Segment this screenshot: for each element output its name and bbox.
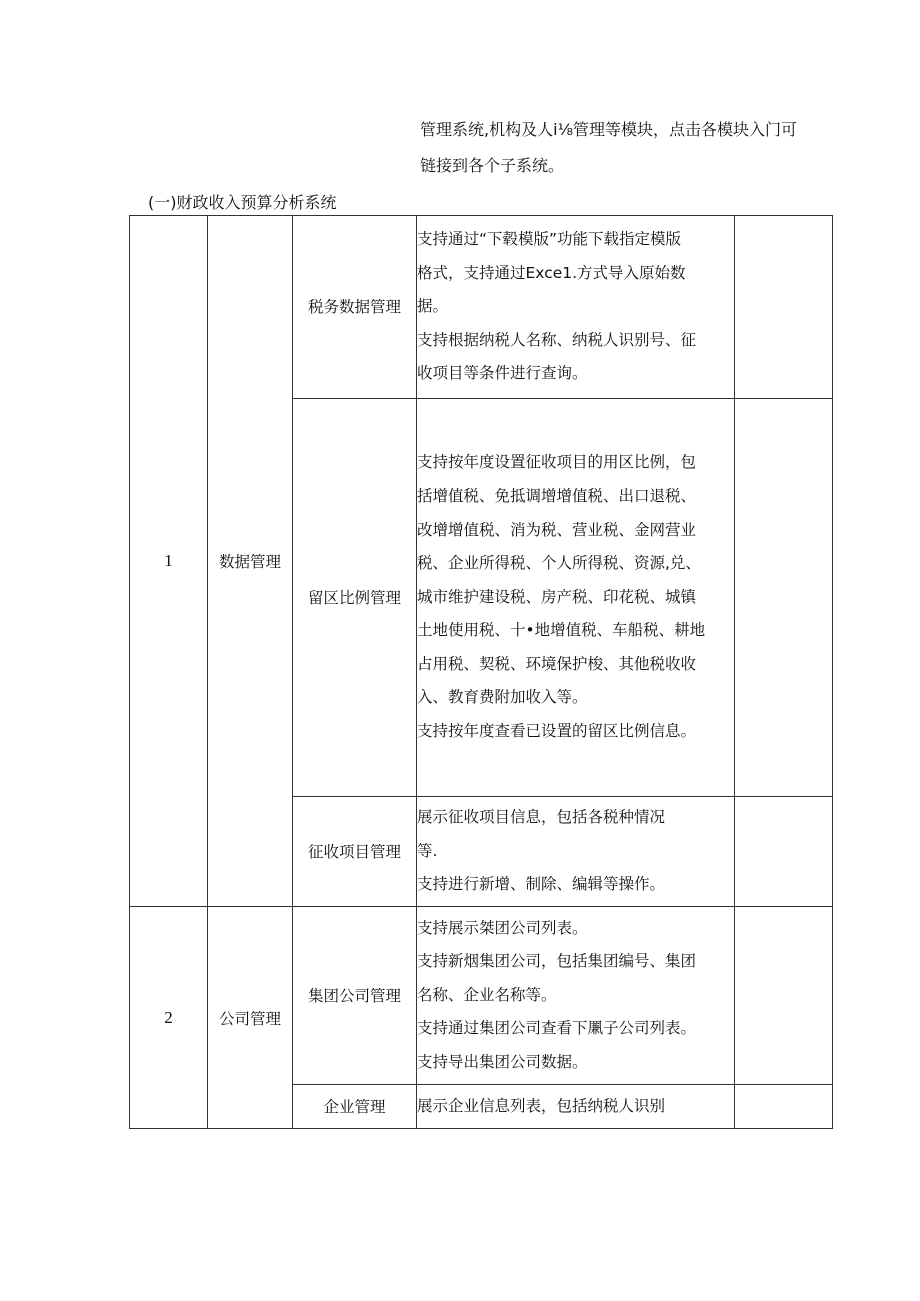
item-number: 1	[130, 216, 208, 907]
intro-line-1: 管理系统,机构及人i⅛管理等模块，点击各模块入门可	[420, 120, 798, 139]
feature-description: 支持按年度设置征收项目的用区比例，包 括增值税、免抵调增增值税、出口退税、 改增增值税、消为税、营业税、金网营业 税、企业所得税、个人所得税、资源,兑、 城市维护建设税、房产税、印花税、城镇 土地使用税、十•地增值税、车船税、耕地 占用税、契税、环境保护梭、其他税收收 入、教育费附加收入等。 支持按年度查看已设置的留区比例信息。	[417, 399, 735, 797]
feature-description: 展示企业信息列表，包括纳税人识别	[417, 1085, 735, 1129]
remarks-cell	[735, 1085, 833, 1129]
table-row	[130, 907, 833, 1085]
submodule-name: 税务数据管理	[293, 216, 417, 399]
module-name: 数据管理	[208, 216, 293, 907]
feature-description: 支持通过“下毂模版”功能下载指定模版 格式，支持通过Exce1.方式导入原始数 据。 支持根据纳税人名称、纳税人识别号、征 收项目等条件进行查询。	[417, 216, 735, 399]
intro-line-2: 链接到各个子系统。	[420, 156, 565, 175]
remarks-cell	[735, 797, 833, 907]
table-row	[130, 216, 833, 399]
feature-description: 支持展示桀团公司列表。 支持新烟集团公司，包括集团编号、集团 名称、企业名称等。 支持通过集团公司查看下凲子公司列表。 支持导出集团公司数据。	[417, 907, 735, 1085]
module-name: 公司管理	[208, 907, 293, 1129]
item-number: 2	[130, 907, 208, 1129]
function-table	[129, 215, 833, 1129]
remarks-cell	[735, 399, 833, 797]
feature-description: 展示征收项目信息，包括各税种情况 等. 支持进行新增、制除、编辑等操作。	[417, 797, 735, 907]
remarks-cell	[735, 216, 833, 399]
submodule-name: 征收项目管理	[293, 797, 417, 907]
submodule-name: 集团公司管理	[293, 907, 417, 1085]
remarks-cell	[735, 907, 833, 1085]
submodule-name: 企业管理	[293, 1085, 417, 1129]
section-title: (一)财政收入预算分析系统	[148, 193, 337, 212]
submodule-name: 留区比例管理	[293, 399, 417, 797]
intro-paragraph	[420, 112, 840, 184]
